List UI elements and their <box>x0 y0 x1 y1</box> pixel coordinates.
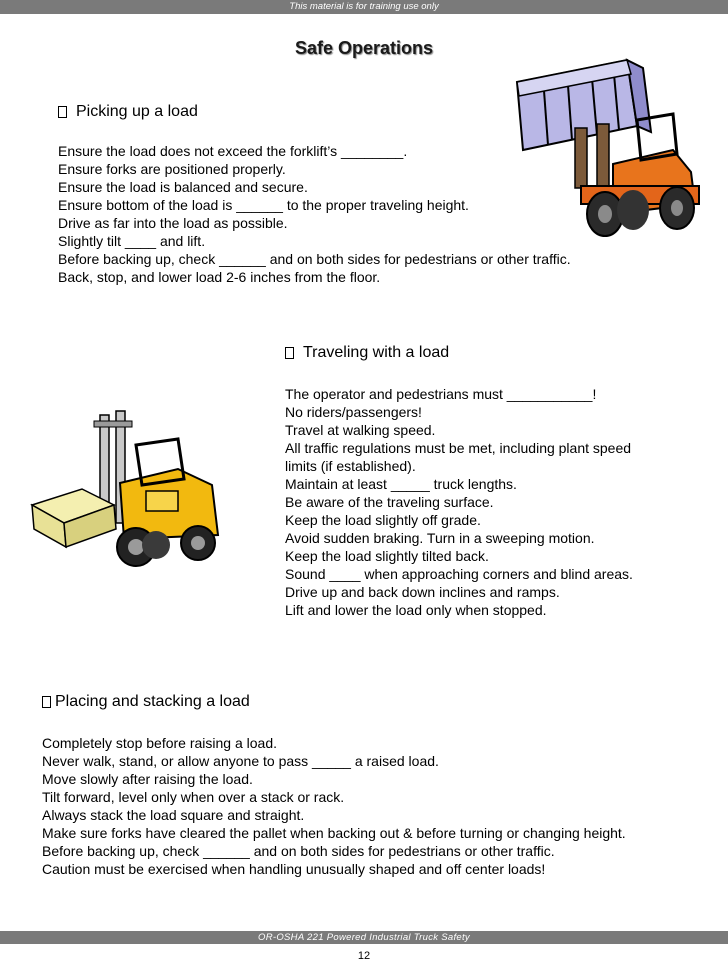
list-item: Lift and lower the load only when stopped. <box>285 602 547 618</box>
checkbox-bullet-icon <box>285 347 294 359</box>
section-list-placing <box>42 734 626 878</box>
section-heading-label: Traveling with a load <box>303 344 450 361</box>
list-item: Before backing up, check ______ and on both sides for pedestrians or other traffic. <box>58 251 571 267</box>
list-item: Back, stop, and lower load 2-6 inches from the floor. <box>58 269 381 285</box>
section-heading-label: Placing and stacking a load <box>55 693 250 710</box>
list-item: limits (if established). <box>285 458 416 474</box>
list-item: All traffic regulations must be met, including plant speed <box>285 440 632 456</box>
section-heading-traveling <box>285 344 449 362</box>
list-item: Drive as far into the load as possible. <box>58 215 288 231</box>
list-item: Make sure forks have cleared the pallet when backing out & before turning or changing height. <box>42 825 626 841</box>
top-banner: This material is for training use only <box>0 0 728 14</box>
list-item: No riders/passengers! <box>285 404 422 420</box>
section-heading-label: Picking up a load <box>76 103 198 120</box>
section-heading-placing <box>42 693 250 711</box>
section-list-traveling <box>285 385 633 619</box>
list-item: Travel at walking speed. <box>285 422 436 438</box>
list-item: Drive up and back down inclines and ramps. <box>285 584 560 600</box>
list-item: Be aware of the traveling surface. <box>285 494 494 510</box>
list-item: Avoid sudden braking. Turn in a sweeping motion. <box>285 530 595 546</box>
page-number: 12 <box>357 950 371 962</box>
list-item: Always stack the load square and straight. <box>42 807 305 823</box>
list-item: Tilt forward, level only when over a stack or rack. <box>42 789 345 805</box>
list-item: Ensure the load is balanced and secure. <box>58 179 308 195</box>
page-title: Safe Operations <box>294 38 434 58</box>
list-item: Never walk, stand, or allow anyone to pass _____ a raised load. <box>42 753 439 769</box>
footer-course-title: OR-OSHA 221 Powered Industrial Truck Safety <box>0 931 728 944</box>
list-item: Caution must be exercised when handling unusually shaped and off center loads! <box>42 861 546 877</box>
list-item: Ensure forks are positioned properly. <box>58 161 286 177</box>
list-item: Slightly tilt ____ and lift. <box>58 233 206 249</box>
forklift-yellow-icon <box>28 405 228 585</box>
checkbox-bullet-icon <box>58 106 67 118</box>
list-item: Keep the load slightly tilted back. <box>285 548 489 564</box>
checkbox-bullet-icon <box>42 696 51 708</box>
list-item: Before backing up, check ______ and on both sides for pedestrians or other traffic. <box>42 843 555 859</box>
list-item: Keep the load slightly off grade. <box>285 512 481 528</box>
list-item: Maintain at least _____ truck lengths. <box>285 476 517 492</box>
list-item: Completely stop before raising a load. <box>42 735 278 751</box>
list-item: Ensure bottom of the load is ______ to the proper traveling height. <box>58 197 469 213</box>
section-list-picking-up <box>58 142 571 286</box>
section-heading-picking-up <box>58 103 198 121</box>
list-item: Ensure the load does not exceed the forklift’s ________. <box>58 143 408 159</box>
forklift-lifting-container-icon <box>505 54 710 239</box>
list-item: Move slowly after raising the load. <box>42 771 253 787</box>
list-item: Sound ____ when approaching corners and blind areas. <box>285 566 633 582</box>
list-item: The operator and pedestrians must ___________! <box>285 386 597 402</box>
